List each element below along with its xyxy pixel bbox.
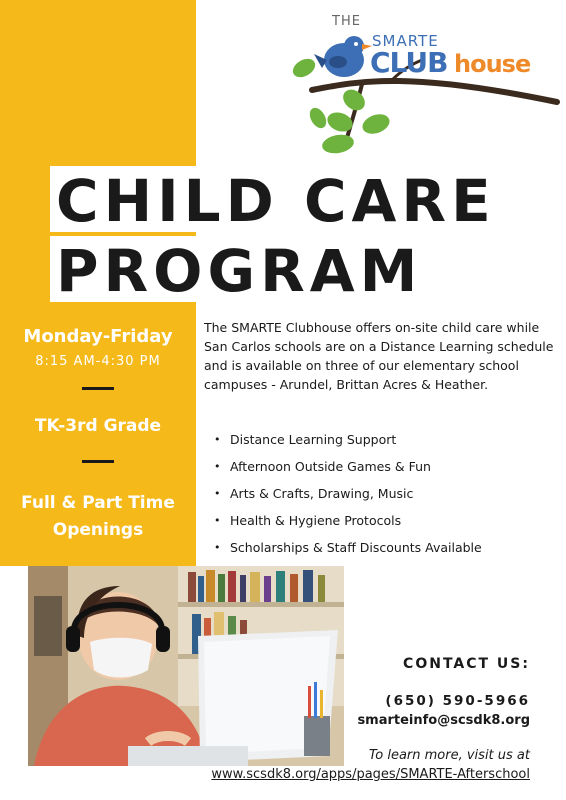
contact-email[interactable]: smarteinfo@scsdk8.org — [357, 713, 530, 728]
contact-phone[interactable]: (650) 590-5966 — [385, 693, 530, 709]
feature-label: Health & Hygiene Protocols — [230, 512, 402, 528]
bullet-icon: • — [214, 432, 221, 446]
feature-label: Arts & Crafts, Drawing, Music — [230, 485, 414, 501]
schedule-days: Monday-Friday — [23, 326, 173, 347]
feature-label: Distance Learning Support — [230, 431, 397, 447]
headline-program: PROGRAM — [56, 237, 423, 305]
logo-the-text: THE — [332, 14, 361, 29]
bullet-icon: • — [214, 486, 221, 500]
features-list — [214, 426, 554, 561]
child-with-laptop-photo — [28, 566, 344, 766]
logo-house-text: house — [454, 50, 531, 78]
headline-child-care: CHILD CARE — [56, 167, 496, 235]
divider-1 — [82, 387, 114, 390]
logo-club-text: CLUB — [370, 46, 448, 79]
logo-smarte-text: SMARTE — [372, 32, 439, 50]
feature-label: Afternoon Outside Games & Fun — [230, 458, 431, 474]
feature-item — [214, 534, 554, 561]
divider-2 — [82, 460, 114, 463]
bullet-icon: • — [214, 540, 221, 554]
feature-label: Scholarships & Staff Discounts Available — [230, 539, 482, 555]
feature-item — [214, 480, 554, 507]
schedule-hours: 8:15 AM-4:30 PM — [35, 354, 161, 369]
grade-range: TK-3rd Grade — [34, 416, 162, 436]
website-link[interactable]: www.scsdk8.org/apps/pages/SMARTE-Afterschool — [211, 767, 530, 782]
learn-more-text: To learn more, visit us at — [368, 748, 530, 763]
feature-item — [214, 507, 554, 534]
openings-text — [0, 490, 196, 544]
openings-line-2: Openings — [52, 520, 144, 541]
feature-item — [214, 453, 554, 480]
smarte-clubhouse-logo — [292, 10, 562, 160]
bullet-icon: • — [214, 513, 221, 527]
openings-line-1: Full & Part Time — [21, 493, 175, 513]
contact-heading: CONTACT US: — [403, 656, 530, 672]
bullet-icon: • — [214, 459, 221, 473]
feature-item — [214, 426, 554, 453]
program-description: The SMARTE Clubhouse offers on-site child care while San Carlos schools are on a Distance Learning schedule and is available on three of our elementary school campuses - Arundel, Brittan Acres & Heather. — [204, 320, 554, 392]
